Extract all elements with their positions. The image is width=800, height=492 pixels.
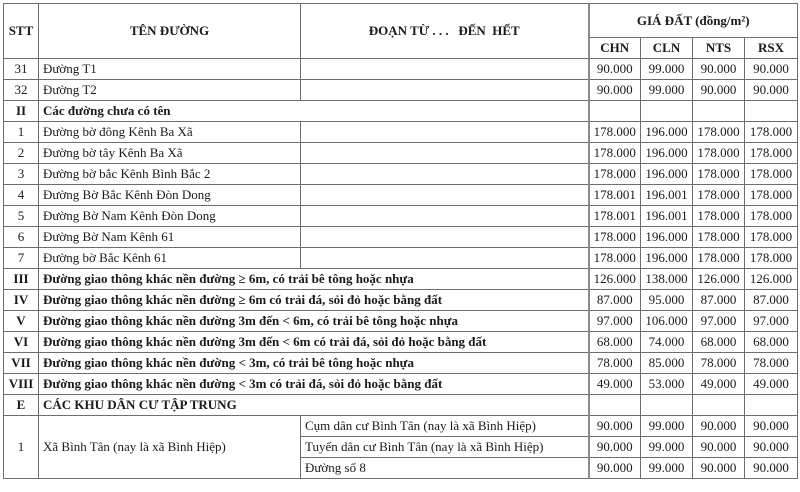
price-nts: 178.000: [693, 143, 745, 164]
price-cln: 196.001: [641, 185, 693, 206]
price-chn: 178.000: [589, 164, 641, 185]
price-nts: 90.000: [693, 437, 745, 458]
price-nts: 178.000: [693, 227, 745, 248]
price-nts: 90.000: [693, 416, 745, 437]
section-row-v: [4, 311, 798, 332]
road-name-cell: Đường T2: [39, 80, 301, 101]
stt-cell: 32: [4, 80, 39, 101]
stt-cell: 31: [4, 59, 39, 80]
header-ten-duong: TÊN ĐƯỜNG: [39, 4, 301, 59]
road-name-cell: Đường Bờ Nam Kênh Đòn Dong: [39, 206, 301, 227]
price-rsx: 178.000: [745, 248, 798, 269]
price-nts: 97.000: [693, 311, 745, 332]
table-row: [4, 122, 798, 143]
road-name-cell: Đường bờ Bắc Kênh 61: [39, 248, 301, 269]
price-rsx: 178.000: [745, 122, 798, 143]
price-nts: 178.000: [693, 164, 745, 185]
section-title: Đường giao thông khác nền đường ≥ 6m, có trải bê tông hoặc nhựa: [39, 269, 589, 290]
road-name-cell: Đường T1: [39, 59, 301, 80]
segment-cell: Tuyến dân cư Bình Tân (nay là xã Bình Hiệp): [301, 437, 589, 458]
price-rsx: 178.000: [745, 206, 798, 227]
stt-cell: 3: [4, 164, 39, 185]
section-stt: VIII: [4, 374, 39, 395]
table-row: [4, 143, 798, 164]
price-cln: 196.000: [641, 227, 693, 248]
stt-cell: 1: [4, 122, 39, 143]
price-chn: 90.000: [589, 416, 641, 437]
segment-cell: [301, 185, 589, 206]
price-chn: 68.000: [589, 332, 641, 353]
header-nts: NTS: [693, 38, 745, 59]
price-rsx: 97.000: [745, 311, 798, 332]
price-nts: 68.000: [693, 332, 745, 353]
price-cln: 85.000: [641, 353, 693, 374]
price-chn: 178.001: [589, 206, 641, 227]
section-row-e: [4, 395, 798, 416]
road-name-cell: Đường Bờ Bắc Kênh Đòn Dong: [39, 185, 301, 206]
price-chn: 97.000: [589, 311, 641, 332]
road-name-cell: Đường bờ tây Kênh Ba Xã: [39, 143, 301, 164]
section-stt: V: [4, 311, 39, 332]
price-chn: 178.001: [589, 185, 641, 206]
price-rsx: 178.000: [745, 227, 798, 248]
price-rsx: 126.000: [745, 269, 798, 290]
price-rsx: 49.000: [745, 374, 798, 395]
price-nts: 178.000: [693, 122, 745, 143]
segment-cell: [301, 206, 589, 227]
section-row-vii: [4, 353, 798, 374]
price-rsx: 90.000: [745, 80, 798, 101]
price-chn: 87.000: [589, 290, 641, 311]
section-title: Đường giao thông khác nền đường ≥ 6m có trải đá, sỏi đỏ hoặc bằng đất: [39, 290, 589, 311]
segment-cell: [301, 122, 589, 143]
section-title: Đường giao thông khác nền đường 3m đến < 6m, có trải bê tông hoặc nhựa: [39, 311, 589, 332]
section-row-ii: [4, 101, 798, 122]
price-cln: 95.000: [641, 290, 693, 311]
section-title: Đường giao thông khác nền đường 3m đến < 6m có trải đá, sỏi đỏ hoặc bằng đất: [39, 332, 589, 353]
price-rsx: 178.000: [745, 143, 798, 164]
price-nts: 87.000: [693, 290, 745, 311]
stt-cell: 4: [4, 185, 39, 206]
segment-cell: Cụm dân cư Bình Tân (nay là xã Bình Hiệp): [301, 416, 589, 437]
section-title: CÁC KHU DÂN CƯ TẬP TRUNG: [39, 395, 589, 416]
price-nts: 90.000: [693, 80, 745, 101]
price-chn: 90.000: [589, 437, 641, 458]
price-chn: [589, 395, 641, 416]
price-chn: 90.000: [589, 458, 641, 479]
price-rsx: 178.000: [745, 164, 798, 185]
price-chn: 78.000: [589, 353, 641, 374]
segment-cell: [301, 164, 589, 185]
price-chn: 178.000: [589, 122, 641, 143]
table-row: [4, 227, 798, 248]
price-chn: 90.000: [589, 59, 641, 80]
price-chn: [589, 101, 641, 122]
price-cln: 196.001: [641, 206, 693, 227]
price-chn: 178.000: [589, 227, 641, 248]
road-name-cell: Đường Bờ Nam Kênh 61: [39, 227, 301, 248]
price-rsx: 78.000: [745, 353, 798, 374]
price-rsx: 90.000: [745, 458, 798, 479]
price-cln: 99.000: [641, 80, 693, 101]
land-price-table: [3, 3, 798, 479]
price-rsx: 87.000: [745, 290, 798, 311]
price-cln: 99.000: [641, 416, 693, 437]
table-row: [4, 248, 798, 269]
section-stt: II: [4, 101, 39, 122]
area-name-cell: Xã Bình Tân (nay là xã Bình Hiệp): [39, 416, 301, 479]
price-rsx: 90.000: [745, 416, 798, 437]
price-nts: [693, 101, 745, 122]
table-row: [4, 416, 798, 437]
table-row: [4, 164, 798, 185]
price-cln: 106.000: [641, 311, 693, 332]
section-row-viii: [4, 374, 798, 395]
segment-cell: [301, 80, 589, 101]
segment-cell: [301, 248, 589, 269]
header-cln: CLN: [641, 38, 693, 59]
price-cln: 138.000: [641, 269, 693, 290]
table-row: [4, 206, 798, 227]
price-cln: 196.000: [641, 122, 693, 143]
price-chn: 178.000: [589, 143, 641, 164]
price-chn: 126.000: [589, 269, 641, 290]
price-rsx: [745, 395, 798, 416]
road-name-cell: Đường bờ bắc Kênh Bình Bắc 2: [39, 164, 301, 185]
segment-cell: [301, 143, 589, 164]
header-gia-dat: GIÁ ĐẤT (đồng/m²): [589, 4, 798, 38]
segment-cell: [301, 227, 589, 248]
section-stt: E: [4, 395, 39, 416]
price-chn: 90.000: [589, 80, 641, 101]
header-doan-tu: ĐOẠN TỪ . . . ĐẾN HẾT: [301, 4, 589, 59]
price-nts: 49.000: [693, 374, 745, 395]
section-stt: VI: [4, 332, 39, 353]
table-row: [4, 185, 798, 206]
price-nts: 90.000: [693, 458, 745, 479]
header-row: [4, 4, 798, 38]
segment-cell: Đường số 8: [301, 458, 589, 479]
header-chn: CHN: [589, 38, 641, 59]
price-rsx: 90.000: [745, 59, 798, 80]
price-cln: [641, 101, 693, 122]
price-nts: 178.000: [693, 185, 745, 206]
price-chn: 49.000: [589, 374, 641, 395]
stt-cell: 2: [4, 143, 39, 164]
table-row: [4, 80, 798, 101]
price-cln: 99.000: [641, 59, 693, 80]
price-nts: 178.000: [693, 248, 745, 269]
segment-cell: [301, 59, 589, 80]
section-row-vi: [4, 332, 798, 353]
price-cln: 99.000: [641, 458, 693, 479]
header-rsx: RSX: [745, 38, 798, 59]
price-cln: 196.000: [641, 164, 693, 185]
price-nts: [693, 395, 745, 416]
header-stt: STT: [4, 4, 39, 59]
price-nts: 90.000: [693, 59, 745, 80]
price-nts: 78.000: [693, 353, 745, 374]
price-cln: 196.000: [641, 248, 693, 269]
price-cln: 196.000: [641, 143, 693, 164]
price-cln: 99.000: [641, 437, 693, 458]
section-title: Đường giao thông khác nền đường < 3m có trải đá, sỏi đỏ hoặc bằng đất: [39, 374, 589, 395]
price-nts: 126.000: [693, 269, 745, 290]
section-title: Đường giao thông khác nền đường < 3m, có trải bê tông hoặc nhựa: [39, 353, 589, 374]
section-stt: VII: [4, 353, 39, 374]
price-cln: 74.000: [641, 332, 693, 353]
stt-cell: 1: [4, 416, 39, 479]
section-stt: IV: [4, 290, 39, 311]
price-rsx: 68.000: [745, 332, 798, 353]
stt-cell: 5: [4, 206, 39, 227]
section-row-iii: [4, 269, 798, 290]
stt-cell: 6: [4, 227, 39, 248]
price-nts: 178.000: [693, 206, 745, 227]
road-name-cell: Đường bờ đông Kênh Ba Xã: [39, 122, 301, 143]
price-chn: 178.000: [589, 248, 641, 269]
price-rsx: 90.000: [745, 437, 798, 458]
price-cln: 53.000: [641, 374, 693, 395]
section-title: Các đường chưa có tên: [39, 101, 589, 122]
price-rsx: 178.000: [745, 185, 798, 206]
price-cln: [641, 395, 693, 416]
section-stt: III: [4, 269, 39, 290]
stt-cell: 7: [4, 248, 39, 269]
table-row: [4, 59, 798, 80]
section-row-iv: [4, 290, 798, 311]
price-rsx: [745, 101, 798, 122]
